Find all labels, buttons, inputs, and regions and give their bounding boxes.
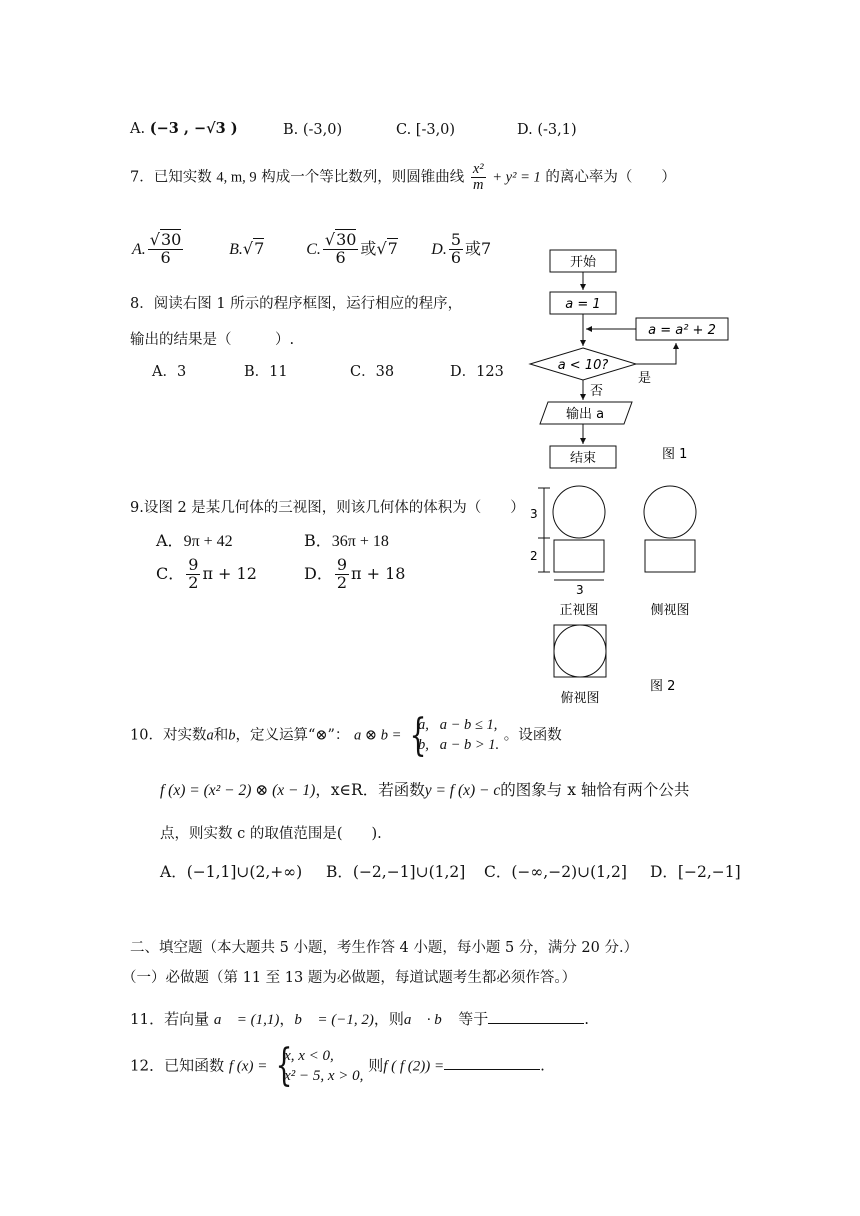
q10-option-a: A．(−1,1]∪(2,+∞) [160,863,303,881]
q8-line1: 8．阅读右图 1 所示的程序框图，运行相应的程序， [130,296,463,312]
flow-condition-label: a < 10? [557,358,609,373]
q7-conic-tail: + y² = 1 [492,169,541,186]
q6-option-a-label: A. [130,121,146,137]
q10-line2: f (x) = (x² − 2) ⊗ (x − 1)，x∈R．若函数y = f (x) − c的图象与 x 轴恰有两个公共 [160,781,690,799]
dim-2-left: 2 [530,549,538,563]
q9-option-d: D． $\frac{9}{2}$ π + 18 [304,555,406,592]
q7-options [132,232,491,267]
q12-answer-blank[interactable] [444,1069,540,1070]
q9-option-b: B．36π + 18 [304,531,389,550]
q6-option-a-math: (−3 , −√3 ) [149,120,238,137]
flow-caption: 图 1 [662,447,688,462]
q8-option-d: D．123 [450,364,504,380]
q7-option-a: A. $\frac{√30}{6}$ [132,230,182,267]
q8-option-a: A．3 [152,364,187,380]
q7-option-c: C. $\frac{√30}{6}$ 或√7 [306,230,398,267]
q6-options [130,120,238,137]
q10-option-c: C．(−∞,−2)∪(1,2] [484,863,627,881]
flow-output-label: 输出 a [565,407,605,422]
q8-line2: 输出的结果是（ ）. [130,332,295,348]
q9-option-c: C． $\frac{9}{2}$ π + 12 [156,555,257,592]
flow-end-label: 结束 [569,451,597,466]
three-views-caption: 图 2 [650,679,676,694]
q10-piecewise: { a, a − b ≤ 1, b, a − b > 1. [406,716,499,755]
q7-stem [130,162,676,193]
q6-option-c: C. [-3,0) [396,122,456,138]
q10-line3: 点，则实数 c 的取值范围是( ). [160,826,382,842]
q10-line1: 10．对实数a和b，定义运算“⊗”： a ⊗ b = { a, a − b ≤ 1, b, a − b > 1. 。设函数 [130,716,562,755]
q7-stem-nums: 4, m, 9 [216,169,257,186]
top-view-label: 俯视图 [560,691,600,706]
q8-option-b: B．11 [244,364,288,380]
q12: 12．已知函数 f (x) = { x, x < 0, x² − 5, x > 0, 则f ( f (2)) = . [130,1046,545,1087]
q6-option-b: B. (-3,0) [283,122,343,138]
q11-answer-blank[interactable] [488,1023,584,1024]
dim-3-bottom: 3 [576,583,584,597]
q7-stem-post: 的离心率为（ ） [545,169,676,186]
q10-option-d: D．[−2,−1] [650,863,741,881]
q7-stem-mid: 构成一个等比数列，则圆锥曲线 [261,169,465,186]
q7-fraction-x2-m: $\frac{\text{x²}}{m}$ [472,161,484,194]
q6-option-d: D. (-3,1) [517,122,577,138]
flow-start-label: 开始 [569,255,597,270]
q9-option-a: A．9π + 42 [156,531,233,550]
q9-stem: 9.设图 2 是某几何体的三视图，则该几何体的体积为（ ） [130,500,525,516]
three-views-figure [522,480,722,708]
q8-option-c: C．38 [350,364,395,380]
section2-title: 二、填空题（本大题共 5 小题，考生作答 4 小题，每小题 5 分，满分 20 分.） [130,940,639,956]
front-view [553,486,605,572]
q10-option-b: B．(−2,−1]∪(1,2] [326,863,466,881]
flowchart-figure [528,240,738,476]
section2-sub: （一）必做题（第 11 至 13 题为必做题，每道试题考生都必须作答。） [122,970,577,986]
flow-init-label: a = 1 [565,297,601,312]
top-view [554,625,606,677]
q11: 11．若向量 a⃗ = (1,1)，b⃗ = (−1, 2)，则a⃗ · b⃗ 等于 . [130,1010,590,1028]
q7-option-d: D. $\frac{5}{6}$ 或7 [431,230,492,267]
flow-no-label: 否 [590,384,604,399]
q7-stem-pre: 7．已知实数 [130,169,212,186]
flow-update-label: a = a² + 2 [648,323,716,338]
flow-yes-label: 是 [638,371,652,386]
front-view-label: 正视图 [559,603,599,618]
q7-option-b: B.√7 [229,238,265,258]
q12-piecewise: { x, x < 0, x² − 5, x > 0, [272,1046,363,1087]
side-view [644,486,696,572]
dim-3-left: 3 [530,507,538,521]
side-view-label: 侧视图 [650,603,690,618]
